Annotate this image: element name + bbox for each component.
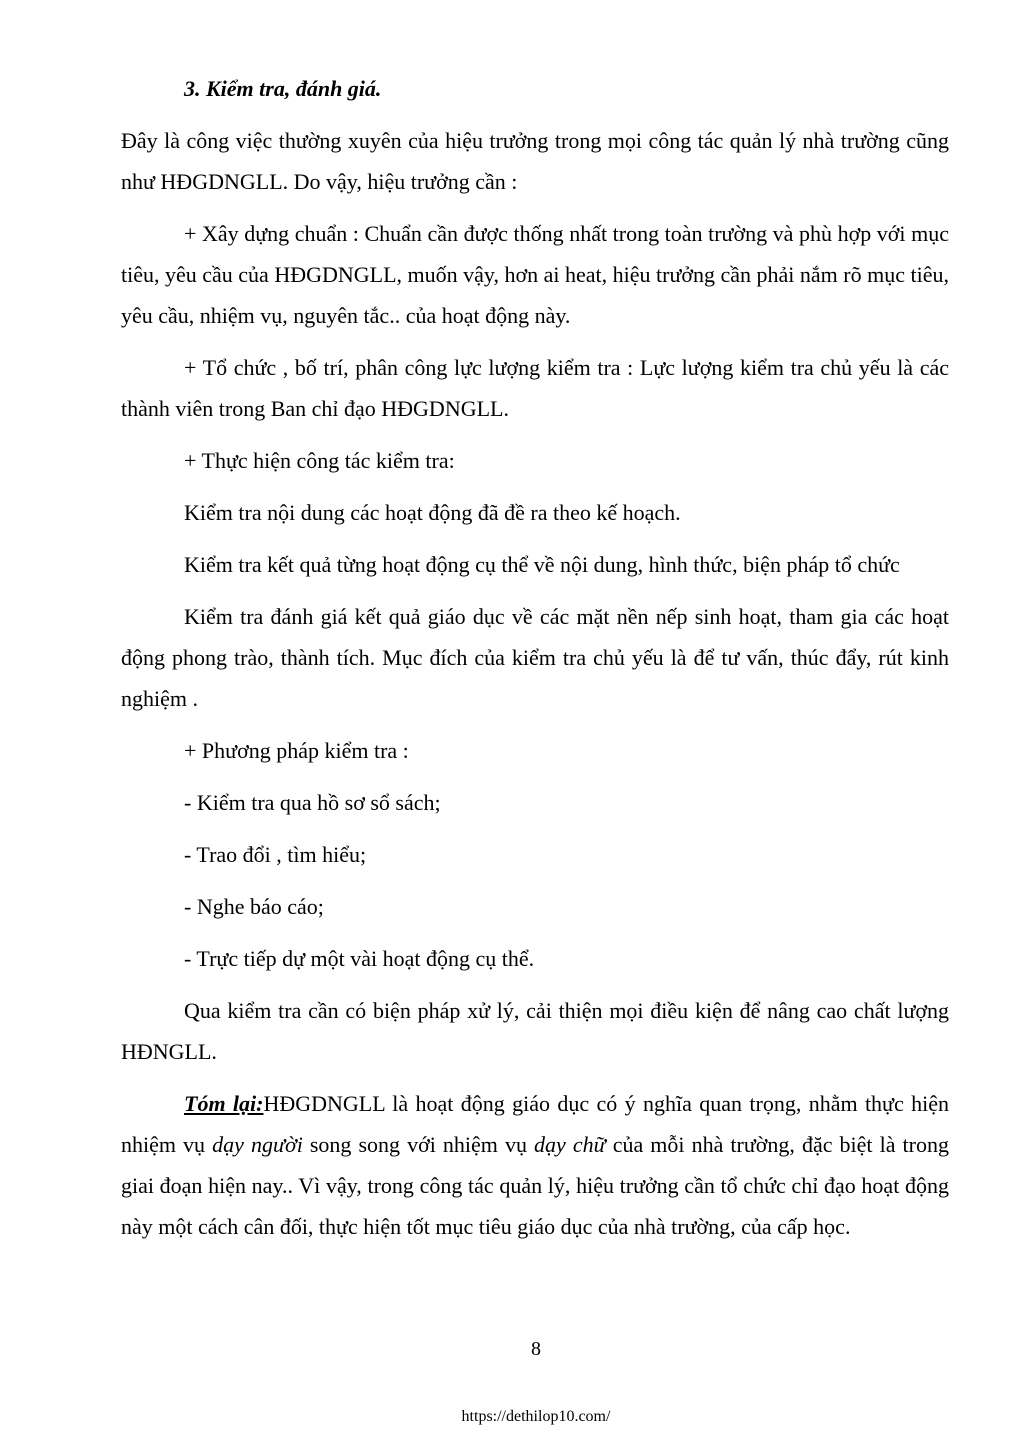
list-item-observe: - Trực tiếp dự một vài hoạt động cụ thể.	[184, 946, 535, 971]
page-number: 8	[531, 1338, 541, 1360]
paragraph-standards: + Xây dựng chuẩn : Chuẩn cần được thống nhất trong toàn trường và phù hợp với mục tiêu, yêu cầu của HĐGDNGLL, muốn vậy, hơn ai heat, hiệu trưởng cần phải nắm rõ mục tiêu, yêu cầu, nhiệm vụ, nguyên tắc.. của hoạt động này.	[121, 221, 949, 328]
summary-text-1: HĐGDNGLL là hoạt động giáo dục có ý nghĩa quan trọng, nhằm thực hiện nhiệm vụ	[121, 1091, 949, 1157]
paragraph-conclusion: Qua kiểm tra cần có biện pháp xử lý, cải thiện mọi điều kiện để nâng cao chất lượng HĐNGLL.	[121, 998, 949, 1064]
summary-label: Tóm lại:	[184, 1091, 264, 1116]
paragraph-methods: + Phương pháp kiểm tra :	[184, 738, 409, 763]
summary-italic-2: dạy chữ	[534, 1132, 606, 1157]
summary-italic-1: dạy người	[212, 1132, 303, 1157]
list-item-records: - Kiểm tra qua hồ sơ sổ sách;	[184, 790, 441, 815]
summary-text-3: của mỗi nhà trường, đặc biệt là trong giai đoạn hiện nay.. Vì vậy, trong công tác quản lý, hiệu trưởng cần tổ chức chỉ đạo hoạt động này một cách cân đối, thực hiện tốt mục tiêu giáo dục của nhà trường, của cấp học.	[121, 1132, 949, 1239]
paragraph-check-results: Kiểm tra kết quả từng hoạt động cụ thể về nội dung, hình thức, biện pháp tổ chức	[184, 552, 900, 577]
paragraph-organize: + Tổ chức , bố trí, phân công lực lượng kiểm tra : Lực lượng kiểm tra chủ yếu là các thành viên trong Ban chỉ đạo HĐGDNGLL.	[121, 355, 949, 421]
paragraph-intro: Đây là công việc thường xuyên của hiệu trưởng trong mọi công tác quản lý nhà trường cũng như HĐGDNGLL. Do vậy, hiệu trưởng cần :	[121, 128, 949, 194]
list-item-exchange: - Trao đổi , tìm hiểu;	[184, 842, 367, 867]
section-heading: 3. Kiểm tra, đánh giá.	[184, 76, 382, 101]
paragraph-check-content: Kiểm tra nội dung các hoạt động đã đề ra theo kế hoạch.	[184, 500, 681, 525]
list-item-reports: - Nghe báo cáo;	[184, 894, 324, 919]
footer-url: https://dethilop10.com/	[461, 1408, 611, 1425]
paragraph-summary	[121, 1083, 949, 1247]
paragraph-implement: + Thực hiện công tác kiểm tra:	[184, 448, 455, 473]
summary-text-2: song song với nhiệm vụ	[302, 1132, 535, 1157]
document-body	[121, 68, 949, 1258]
paragraph-check-evaluation: Kiểm tra đánh giá kết quả giáo dục về các mặt nền nếp sinh hoạt, tham gia các hoạt động phong trào, thành tích. Mục đích của kiểm tra chủ yếu là để tư vấn, thúc đẩy, rút kinh nghiệm .	[121, 604, 949, 711]
